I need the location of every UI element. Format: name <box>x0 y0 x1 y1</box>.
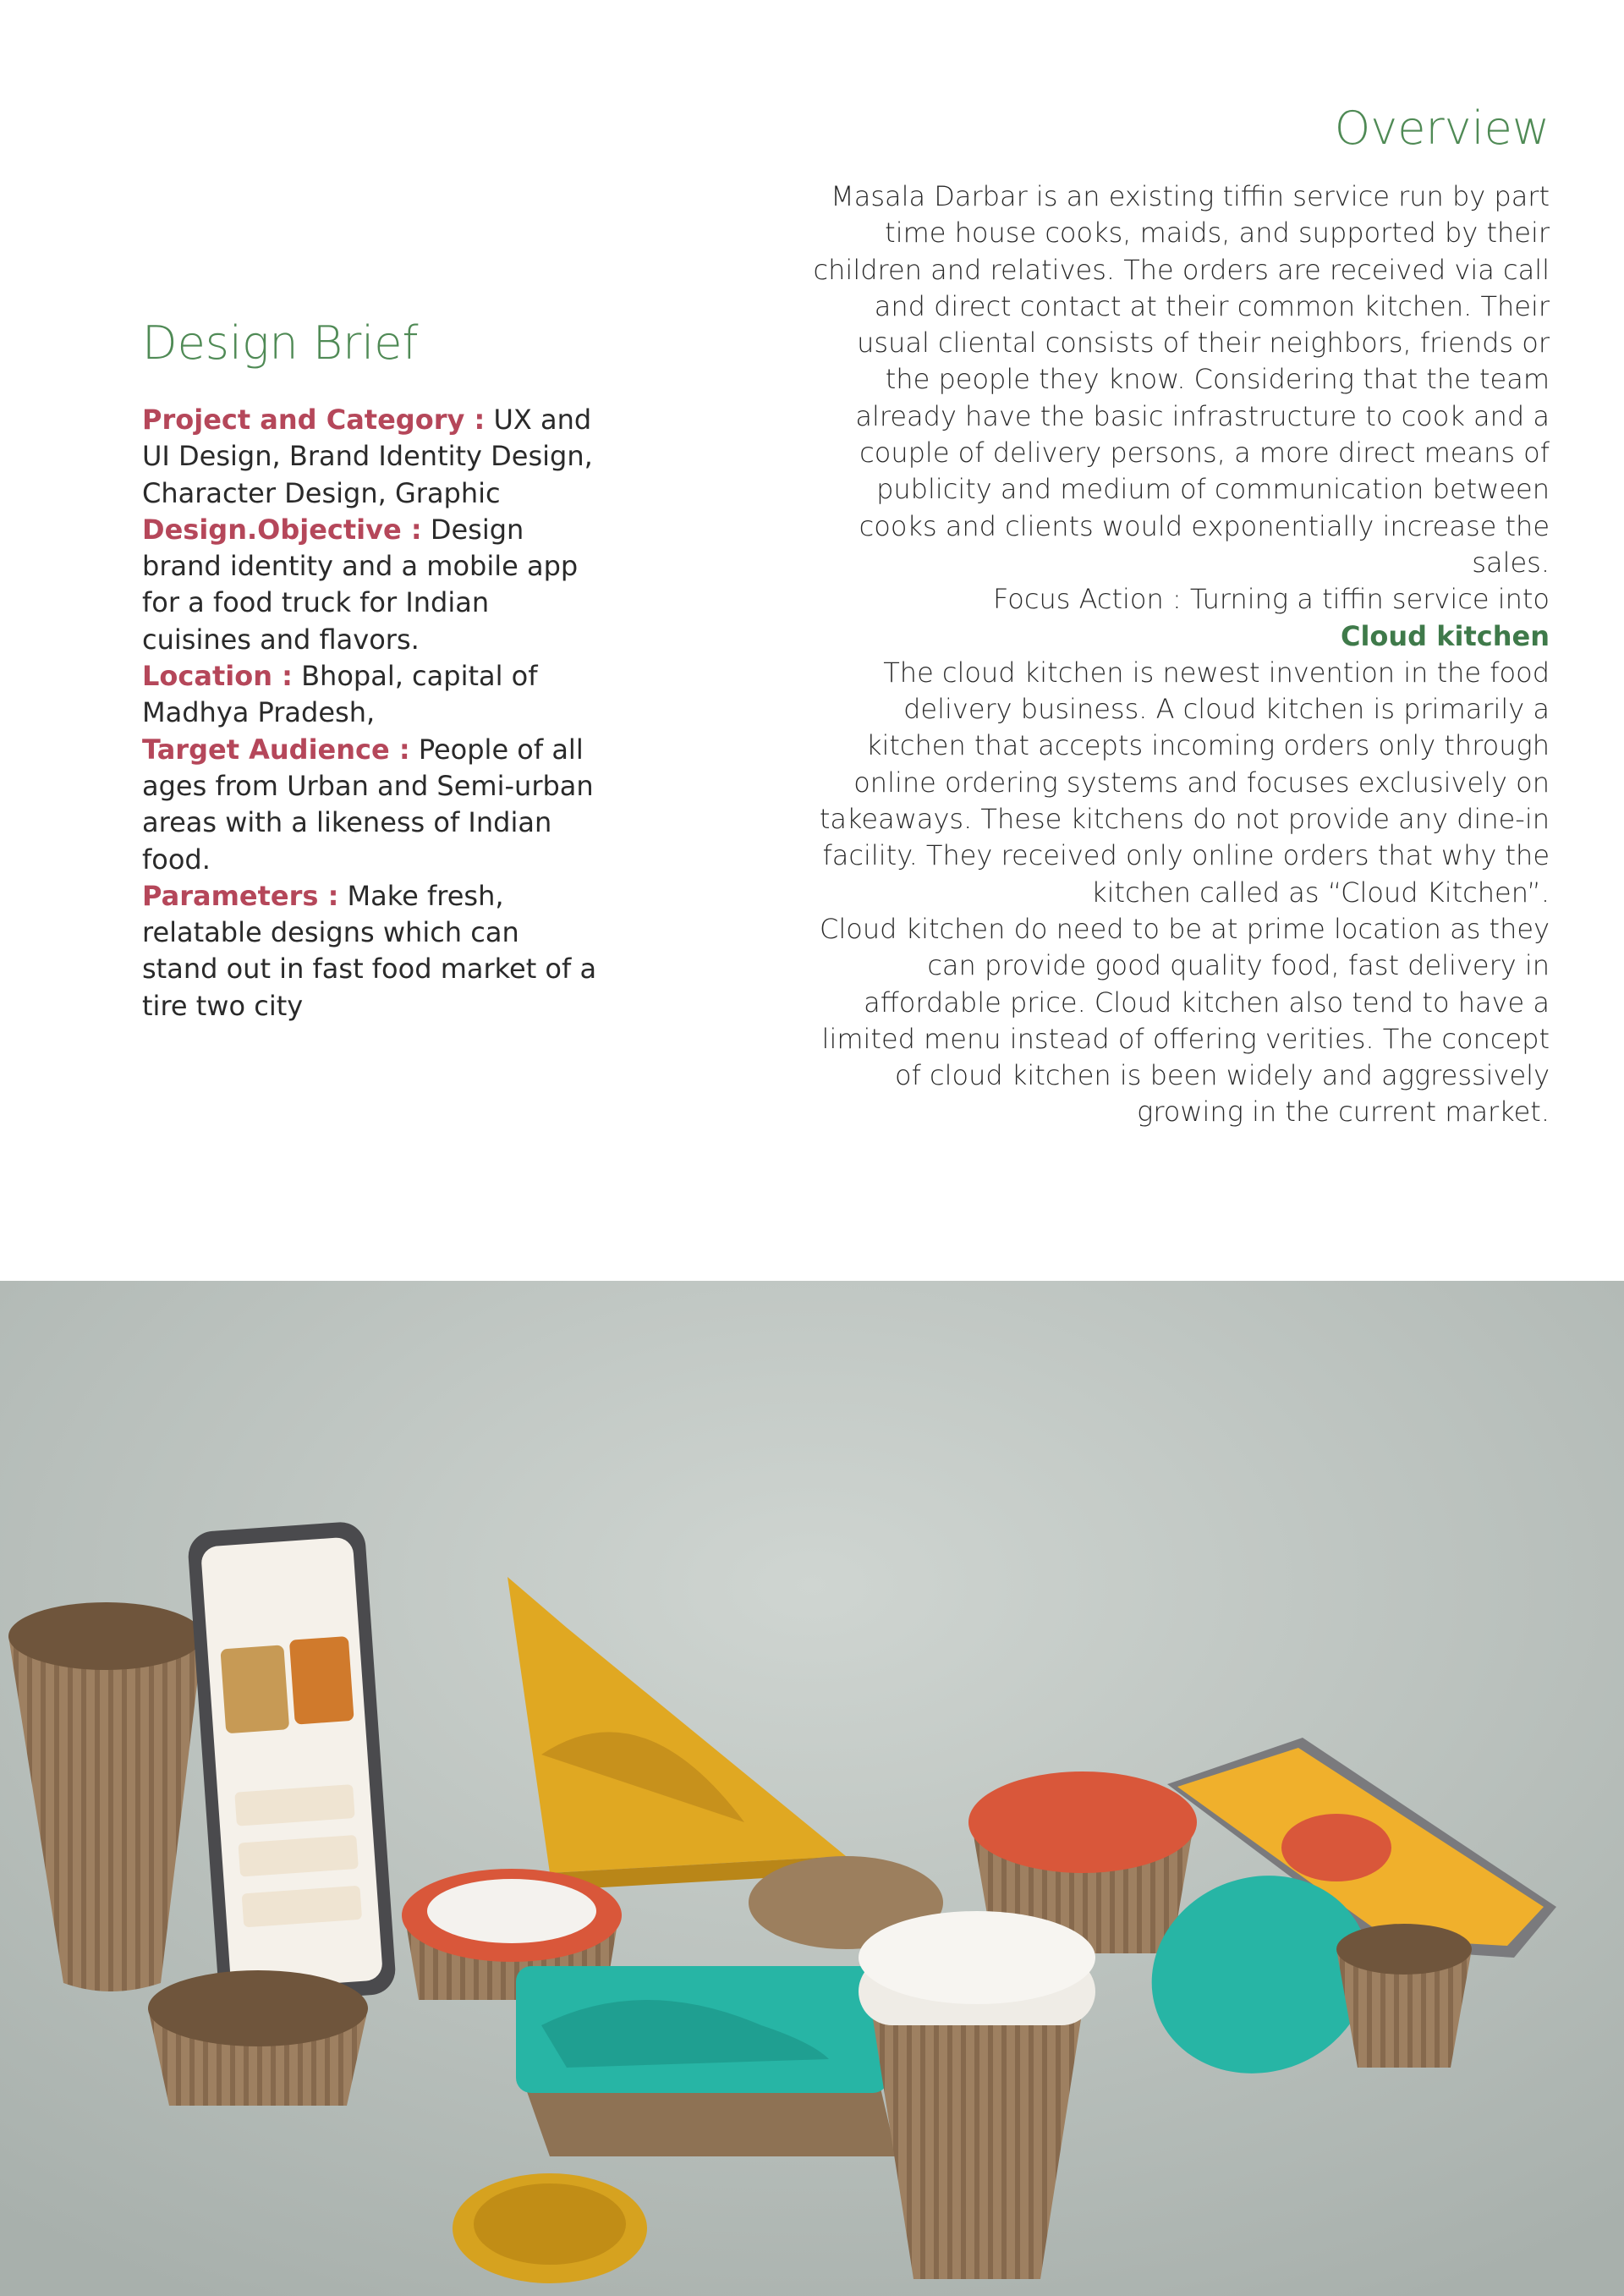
brief-text: Make fresh, relatable designs which can stand out in fast food market of a tire two city <box>142 879 597 1022</box>
product-render-photo <box>0 1281 1624 2296</box>
brief-text: Design brand identity and a mobile app for a food truck for Indian cuisines and flavors. <box>142 513 579 656</box>
overview-paragraph-2: The cloud kitchen is newest invention in the food delivery business. A cloud kitchen is primarily a kitchen that accepts incoming orders only through online ordering systems and focuses exclusively on takeaways. These kitchens do not provide any dine-in facility. They received only online orders that why the kitchen called as “Cloud Kitchen”. <box>819 656 1550 909</box>
brief-label: Target Audience : <box>142 733 410 766</box>
brief-label: Location : <box>142 660 293 693</box>
kraft-liner-right <box>1336 1924 1472 2068</box>
brief-text: People of all ages from Urban and Semi-urban areas with a likeness of Indian food. <box>142 733 594 876</box>
mustard-lid-inner <box>474 2183 626 2265</box>
kraft-cupcake-liner <box>148 1970 368 2106</box>
overview-heading: Overview <box>1334 102 1550 155</box>
brief-item-project <box>142 402 599 512</box>
brief-item-parameters <box>142 878 599 1024</box>
overview-section <box>805 102 1550 1131</box>
focus-action-text: Focus Action : Turning a tiffin service into <box>993 583 1550 616</box>
focus-action-line <box>805 581 1550 655</box>
brief-item-location <box>142 658 599 732</box>
packaging-illustration <box>0 1281 1624 2296</box>
brief-item-audience <box>142 732 599 878</box>
design-brief-section <box>142 316 599 1024</box>
brief-label: Project and Category : <box>142 404 486 436</box>
overview-paragraph-3: Cloud kitchen do need to be at prime location as they can provide good quality food, fast delivery in affordable price. Cloud kitchen also tend to have a limited menu instead of offering verities. The concept of cloud kitchen is been widely and aggressively growing in the current market. <box>820 912 1550 1129</box>
focus-highlight: Cloud kitchen <box>1340 619 1550 652</box>
brief-text: UX and UI Design, Brand Identity Design, Character Design, Graphic <box>142 404 593 509</box>
brief-label: Design.Objective : <box>142 513 422 546</box>
brief-label: Parameters : <box>142 879 339 912</box>
teal-lid-tray <box>516 1966 897 2156</box>
phone-mockup-left <box>187 1520 398 2005</box>
brief-text: Bhopal, capital of Madhya Pradesh, <box>142 660 538 729</box>
design-brief-heading: Design Brief <box>142 316 419 370</box>
overview-paragraph-1: Masala Darbar is an existing tiffin service run by part time house cooks, maids, and supported by their children and relatives. The orders are received via call and direct contact at their common kitchen. Their usual cliental consists of their neighbors, friends or the people they know. Considering that the team already have the basic infrastructure to cook and a couple of delivery persons, a more direct means of publicity and medium of communication between cooks and clients would exponentially increase the sales. <box>813 180 1550 579</box>
brief-item-objective <box>142 512 599 658</box>
